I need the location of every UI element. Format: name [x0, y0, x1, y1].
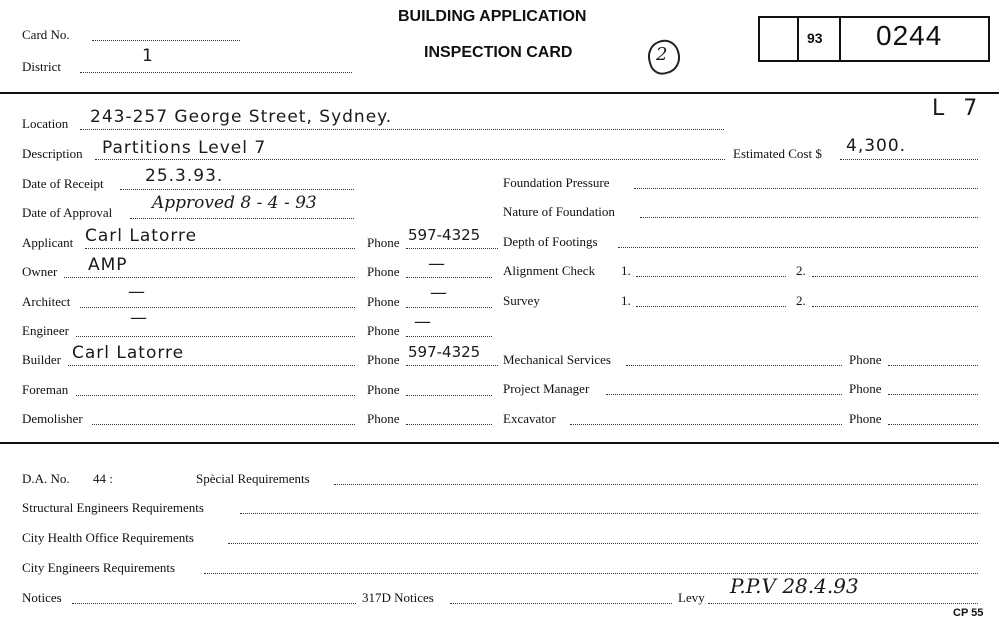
architect-value: — — [128, 282, 146, 302]
levy-label: Levy — [678, 590, 705, 605]
alignment-check-1-line — [636, 276, 786, 277]
builder-phone-value: 597-4325 — [408, 343, 481, 361]
builder-phone-line — [406, 365, 498, 366]
demolisher-phone-line — [406, 424, 492, 425]
builder-value: Carl Latorre — [72, 343, 185, 363]
card-number-box — [758, 16, 990, 62]
survey-2-line — [812, 306, 978, 307]
foreman-label: Foreman — [22, 382, 69, 397]
notices-line — [72, 603, 356, 604]
owner-phone-line — [406, 277, 492, 278]
description-value: Partitions Level 7 — [102, 138, 267, 158]
date-of-receipt-label: Date of Receipt — [22, 176, 104, 191]
owner-phone-label: Phone — [367, 264, 400, 279]
owner-label: Owner — [22, 264, 58, 279]
demolisher-line — [92, 424, 355, 425]
alignment-check-label: Alignment Check — [503, 263, 596, 278]
applicant-label: Applicant — [22, 235, 74, 250]
applicant-value: Carl Latorre — [85, 226, 198, 246]
engineer-phone-line — [406, 336, 492, 337]
nature-of-foundation-label: Nature of Foundation — [503, 204, 615, 219]
foreman-phone-label: Phone — [367, 382, 400, 397]
city-health-label: City Health Office Requirements — [22, 530, 194, 545]
architect-phone-label: Phone — [367, 294, 400, 309]
structural-engineers-label: Structural Engineers Requirements — [22, 500, 204, 515]
depth-of-footings-label: Depth of Footings — [503, 234, 598, 249]
special-requirements-line — [334, 484, 978, 485]
engineer-label: Engineer — [22, 323, 69, 338]
survey-1-label: 1. — [621, 293, 631, 308]
builder-label: Builder — [22, 352, 61, 367]
estimated-cost-line — [840, 159, 978, 160]
circled-mark: 2 — [656, 44, 668, 65]
applicant-phone-line — [406, 248, 498, 249]
engineer-value: — — [130, 308, 148, 328]
engineer-line — [76, 336, 355, 337]
city-engineers-line — [204, 573, 978, 574]
description-label: Description — [22, 146, 83, 161]
survey-label: Survey — [503, 293, 540, 308]
architect-label: Architect — [22, 294, 71, 309]
alignment-check-2-line — [812, 276, 978, 277]
da-no-label: D.A. No. — [22, 471, 70, 486]
date-of-receipt-value: 25.3.93. — [145, 166, 224, 186]
project-manager-label: Project Manager — [503, 381, 590, 396]
architect-phone-value: — — [430, 283, 448, 303]
excavator-phone-line — [888, 424, 978, 425]
card-no-label: Card No. — [22, 27, 70, 42]
mechanical-services-label: Mechanical Services — [503, 352, 611, 367]
description-line — [95, 159, 725, 160]
structural-engineers-line — [240, 513, 978, 514]
demolisher-label: Demolisher — [22, 411, 83, 426]
card-number: 0244 — [876, 20, 943, 51]
district-label: District — [22, 59, 61, 74]
architect-phone-line — [406, 307, 492, 308]
city-engineers-label: City Engineers Requirements — [22, 560, 176, 575]
alignment-check-2-label: 2. — [796, 263, 806, 278]
levy-value: P.P.V 28.4.93 — [730, 574, 859, 598]
estimated-cost-label: Estimated Cost $ — [733, 146, 822, 161]
applicant-line — [85, 248, 355, 249]
nature-of-foundation-line — [640, 217, 978, 218]
applicant-phone-label: Phone — [367, 235, 400, 250]
box-divider-2 — [839, 16, 841, 62]
city-health-line — [228, 543, 978, 544]
date-of-approval-value: Approved 8 - 4 - 93 — [152, 193, 317, 213]
engineer-phone-label: Phone — [367, 323, 400, 338]
da-no-value: 44 : — [93, 471, 113, 486]
owner-line — [64, 277, 355, 278]
foundation-pressure-line — [634, 188, 978, 189]
survey-2-label: 2. — [796, 293, 806, 308]
card-no-line — [92, 40, 240, 41]
estimated-cost-value: 4,300. — [846, 136, 907, 156]
architect-line — [80, 307, 355, 308]
demolisher-phone-label: Phone — [367, 411, 400, 426]
alignment-check-1-label: 1. — [621, 263, 631, 278]
middle-rule — [0, 442, 999, 444]
date-of-receipt-line — [120, 189, 354, 190]
depth-of-footings-line — [618, 247, 978, 248]
notices-317d-line — [450, 603, 672, 604]
engineer-phone-value: — — [414, 312, 432, 332]
project-manager-line — [606, 394, 842, 395]
district-line — [80, 72, 352, 73]
owner-value: AMP — [88, 255, 128, 275]
survey-1-line — [636, 306, 786, 307]
location-value: 243-257 George Street, Sydney. — [90, 107, 393, 127]
builder-phone-label: Phone — [367, 352, 400, 367]
mechanical-services-phone-line — [888, 365, 978, 366]
top-rule — [0, 92, 999, 94]
foreman-line — [76, 395, 355, 396]
card-title-line2: INSPECTION CARD — [424, 44, 573, 61]
project-manager-phone-line — [888, 394, 978, 395]
box-divider-1 — [797, 16, 799, 62]
foundation-pressure-label: Foundation Pressure — [503, 175, 610, 190]
notices-317d-label: 317D Notices — [362, 590, 434, 605]
excavator-label: Excavator — [503, 411, 556, 426]
excavator-phone-label: Phone — [849, 411, 882, 426]
date-of-approval-line — [130, 218, 354, 219]
applicant-phone-value: 597-4325 — [408, 226, 481, 244]
location-label: Location — [22, 116, 69, 131]
levy-line — [708, 603, 978, 604]
mechanical-services-phone-label: Phone — [849, 352, 882, 367]
mechanical-services-line — [626, 365, 842, 366]
owner-phone-value: — — [428, 254, 446, 274]
excavator-line — [570, 424, 842, 425]
district-value: 1 — [142, 46, 154, 66]
builder-line — [68, 365, 355, 366]
form-code: CP 55 — [953, 607, 984, 619]
card-title-line1: BUILDING APPLICATION — [398, 8, 587, 25]
special-requirements-label: Spècial Requirements — [196, 471, 310, 486]
level-mark: L 7 — [932, 96, 984, 121]
foreman-phone-line — [406, 395, 492, 396]
project-manager-phone-label: Phone — [849, 381, 882, 396]
date-of-approval-label: Date of Approval — [22, 205, 113, 220]
card-year: 93 — [807, 30, 823, 46]
notices-label: Notices — [22, 590, 62, 605]
location-line — [80, 129, 724, 130]
